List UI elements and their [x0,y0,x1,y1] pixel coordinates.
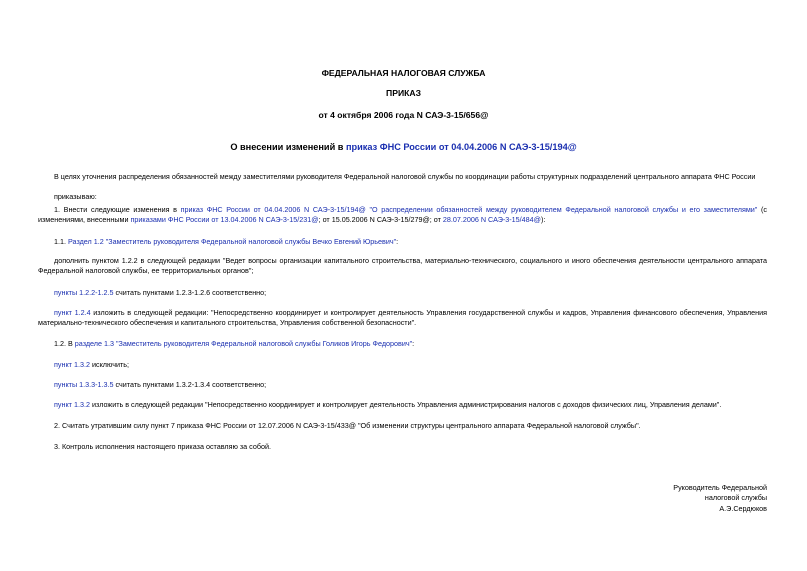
doc-date-number: от 4 октября 2006 года N САЭ-3-15/656@ [318,110,489,120]
item-1-1-suffix: : [396,237,399,246]
item-1-2-link-section-1-3[interactable]: разделе 1.3 "Заместитель руководителя Федеральной налоговой службы Голиков Игорь Федорович" [74,339,413,348]
renumber-1-2-text: считать пунктами 1.2.3-1.2.6 соответственно; [113,288,267,297]
renumber-1-3-paragraph [38,380,767,390]
doc-type: ПРИКАЗ [386,88,421,98]
signature-name: А.Э.Сердюков [719,504,767,513]
point-1-3-2-exclude-text: исключить; [89,360,130,369]
order-word: приказываю: [54,192,97,201]
agency-title: ФЕДЕРАЛЬНАЯ НАЛОГОВАЯ СЛУЖБА [321,68,486,78]
item-1-2-prefix: 1.2. В [54,339,75,348]
point-1-3-2-new-link[interactable]: пункт 1.3.2 [54,400,90,409]
point-1-2-4-link[interactable]: пункт 1.2.4 [54,308,91,317]
add-point-paragraph: дополнить пунктом 1.2.2 в следующей редакции "Ведет вопросы организации капитального строительства, материально-технического, социального и иного обеспечения деятельности центрального аппарата Федеральной налоговой службы, ее территориальных органов"; [38,256,767,275]
item-1-text-c: ; от 15.05.2006 N САЭ-3-15/279@; от [318,215,443,224]
item-1-1-link-section-1-2[interactable]: Раздел 1.2 "Заместитель руководителя Федеральной налоговой службы Вечко Евгений Юрьевич" [68,237,397,246]
point-1-3-2-new-paragraph [38,400,767,410]
point-1-3-2-new-text: изложить в следующей редакции "Непосредственно координирует и контролирует деятельность Управления администрирования налогов с доходов физических лиц, Управления делами". [89,400,722,409]
item-1-2-suffix: : [412,339,415,348]
point-1-3-2-exclude-paragraph [38,360,767,370]
signature-line-2: налоговой службы [704,493,767,502]
subject-link[interactable]: приказ ФНС России от 04.04.2006 N САЭ-3-15/194@ [345,142,577,152]
signature-line-1: Руководитель Федеральной [673,483,767,492]
item-1-paragraph [38,205,767,225]
point-1-2-4-paragraph [38,308,767,328]
item-2-paragraph: 2. Считать утратившим силу пункт 7 приказа ФНС России от 12.07.2006 N САЭ-3-15/433@ "Об изменении структуры центрального аппарата Федеральной налоговой службы". [54,421,641,430]
subject-prefix: О внесении изменений в [230,142,346,152]
point-1-3-2-exclude-link[interactable]: пункт 1.3.2 [54,360,90,369]
item-3-paragraph: 3. Контроль исполнения настоящего приказа оставляю за собой. [54,442,271,451]
item-1-text-d: ): [540,215,546,224]
renumber-1-2-paragraph [38,288,767,298]
preamble-text: В целях уточнения распределения обязанностей между заместителями руководителя Федеральной налоговой службы по координации работы структурных подразделений центрального аппарата ФНС России [54,172,756,181]
doc-subject [0,142,807,152]
renumber-1-3-link[interactable]: пункты 1.3.3-1.3.5 [54,380,114,389]
point-1-2-4-text: изложить в следующей редакции: "Непосредственно координирует и контролирует деятельность Управления государственной службы и кадров, Управления финансового обеспечения, Управления материально-технического обеспечения и капитального строительства, Управления собственной безопасности". [38,308,767,327]
preamble-paragraph [38,172,767,182]
item-1-1-paragraph [38,237,767,247]
renumber-1-2-link[interactable]: пункты 1.2.2-1.2.5 [54,288,114,297]
item-1-text-b: (с изменениями, внесенными [38,205,768,224]
item-1-text-a: 1. Внести следующие изменения в [54,205,181,214]
renumber-1-3-text: считать пунктами 1.3.2-1.3.4 соответственно; [113,380,267,389]
item-1-2-paragraph [38,339,767,349]
item-1-1-prefix: 1.1. [54,237,68,246]
item-1-link-order-484[interactable]: 28.07.2006 N САЭ-3-15/484@ [442,215,541,224]
item-1-link-order-194[interactable]: приказ ФНС России от 04.04.2006 N САЭ-3-15/194@ "О распределении обязанностей между руководителем Федеральной налоговой службы и его заместителями" [180,205,758,214]
item-1-link-orders-231[interactable]: приказами ФНС России от 13.04.2006 N САЭ-3-15/231@ [130,215,319,224]
